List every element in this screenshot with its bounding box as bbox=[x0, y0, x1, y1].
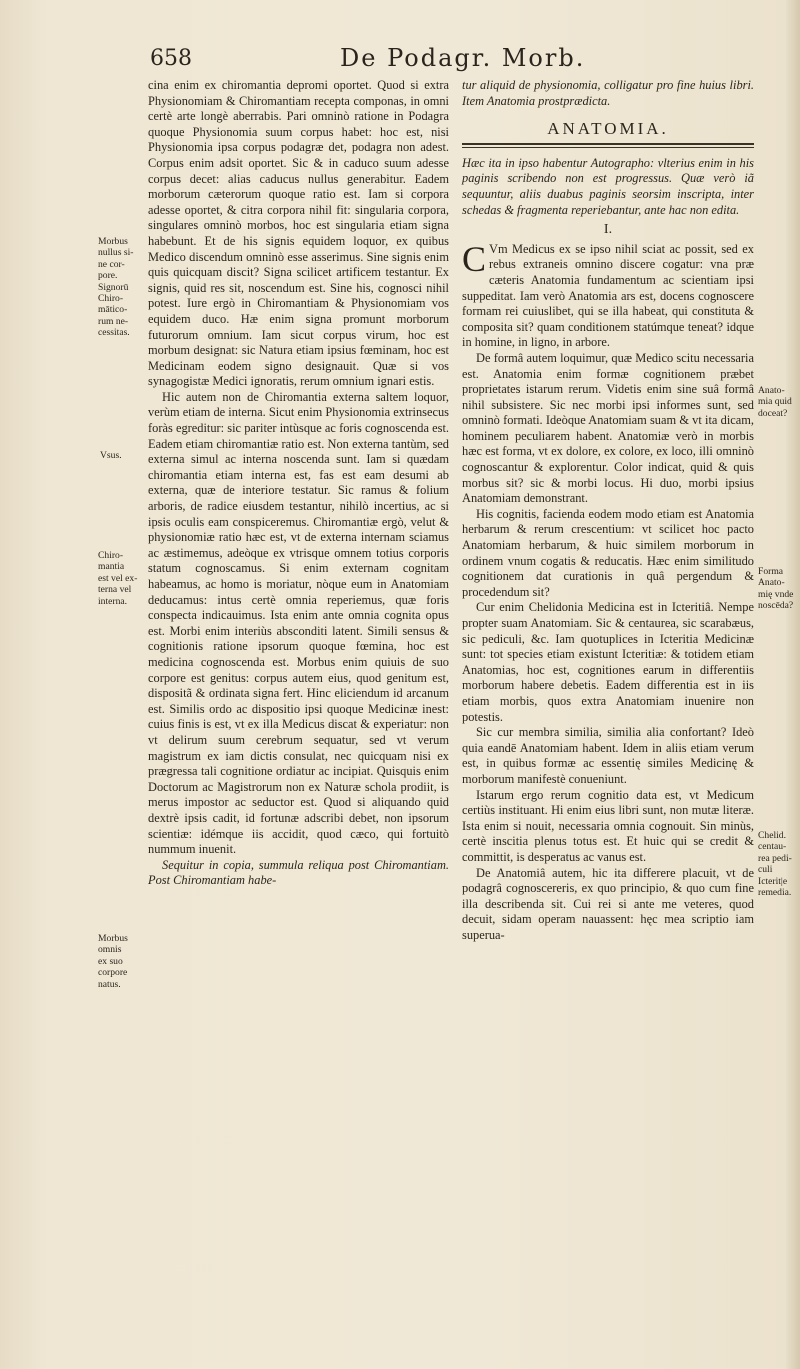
page-header bbox=[150, 40, 765, 74]
margin-note: Morbus omnis ex suo corpore natus. bbox=[98, 933, 128, 990]
paragraph bbox=[462, 238, 754, 351]
paragraph: Cur enim Chelidonia Medicina est in Icteritiâ. Nempe propter suam Anatomiam. Sic & centaurea, sic scarabæus, sic pediculi, &c. Iam quotuplices in Icteritia Medicinæ sunt: tot species etiam existunt Icteritiæ: & totidem etiam Anatomias, hoc est, cognitiones earum in differentiis morborum habere debetis. Eadem differentia est in iis etiam morbis, quos extra Anatomiam inuenire non potestis. bbox=[462, 600, 754, 724]
drop-cap: C bbox=[462, 238, 487, 279]
margin-note: Chiro- mantia est vel ex- terna vel interna. bbox=[98, 550, 138, 607]
paragraph: De formâ autem loquimur, quæ Medico scitu necessaria est. Anatomia enim formæ cognitionem præbet proprietates istarum rerum. Videtis enim sine suâ formâ nihil subsistere. Sic nec morbi ipsi informes sunt, sed omninò formati. Ideòque Anatomiam suam & vt ita dicam, hominem peculiarem habent. Anatomiæ verò in morbis hæc est forma, vt ex dolore, ex colore, ex loco, illi omninò cognoscantur & explorentur. Color indicat, quid & quis morbus sit? sic & morbi locus. Hi duo, morbi ipsius Anatomiam demonstrant. bbox=[462, 350, 754, 506]
left-column bbox=[148, 78, 449, 889]
right-column bbox=[462, 78, 754, 943]
paragraph: Istarum ergo rerum cognitio data est, vt Medicum certiùs instituant. Hi enim eius libri sunt, non mutæ literæ. Ista enim si nouit, necessaria omnia cognouit. Sin minùs, certè inscitia plenus totus est. Et huic qui se credit & committit, is desperatus ac vanus est. bbox=[462, 787, 754, 864]
paragraph: De Anatomiâ autem, hic ita differere placuit, vt de podagrâ cognoscereris, ex quo principio, & quo cum fine illa describenda sit. Cui rei si ante me veteres, quod decuit, sidam operam nauassent: hęc mea scriptio iam superua- bbox=[462, 865, 754, 942]
section-note: Hæc ita in ipso habentur Autographo: vlterius enim in his paginis scribendo non est progressus. Quæ verò iã sequuntur, aliis duabus paginis seorsim inscripta, inter schedas & fragmenta reperiebantur, ante hac non edita. bbox=[462, 155, 754, 217]
section-title: ANATOMIA. bbox=[547, 119, 669, 139]
paragraph-text: Vm Medicus ex se ipso nihil sciat ac possit, sed ex rebus extraneis omnino discere cogatur: vna præ cæteris Anatomia fundamentum ac scientiam ipsi suppeditat. Iam verò Anatomia ars est, docens cognoscere formam rei cuiuslibet, qui se illa habeat, qui constituta & composita sit? quam conditionem statúmque teneat? idque in homine, in ligno, in arbore. bbox=[462, 241, 754, 350]
closing-note: Sequitur in copia, summula reliqua post Chiromantiam. Post Chiromantiam habe- bbox=[148, 857, 449, 888]
intro-note: tur aliquid de physionomia, colligatur pro fine huius libri. Item Anatomia prostprædicta. bbox=[462, 78, 754, 108]
paragraph: His cognitis, facienda eodem modo etiam est Anatomia herbarum & rerum crescentium: vt scilicet hoc pacto Anatomiam herbarum, & huic similem morborum in ordinem vnum cogatis & reducatis. Hæc enim similitudo cognitionem dat curationis in quâ pergendum & procedendum sit? bbox=[462, 506, 754, 599]
section-rule bbox=[462, 143, 754, 148]
margin-note: Anato- mia quid doceat? bbox=[758, 385, 792, 419]
section-number: I. bbox=[603, 222, 613, 238]
margin-note: Vsus. bbox=[100, 450, 122, 461]
paragraph: cina enim ex chiromantia depromi oportet. Quod si extra Physionomiam & Chiromantiam recepta componas, in omni certè arte longè aberrabis. Pari omninò ratione in Podagra quoque Physionomia suum corpus habet: hoc est, nisi Physionomia ipsa corpus podagræ det, podagra non adest. Corpus enim adsit oportet. Sic & in caduco suum adesse corpus decet: alias caducus nullus generabitur. Eadem morborum cæterorum quoque ratio est. Iam si corpora adesse oportet, & citra corpora nihil fit: singularia corpora, singulares omninò morbos, hoc est singularia etiam signa habebunt. Et de his signis equidem loquor, ex quibus Medico discendum omninò esse asserimus. Sine signis enim quis quicquam discit? Signa scilicet artificem testantur. Ex signis, quid res sit, noscendum est. Sine his, cognosci nihil potest. Iure ergò in Chiromantiam & Physionomiam vos equidem duco. Hæ enim signa promunt morborum futurorum omnium. Iam sicut corpus virum, hoc est morbum designat: sic Natura etiam ipsius fœminam, hoc est Medicinam eodem signo designauit. Quæ si vos synagogistæ Medici ignoratis, rerum omnium ignari estis. bbox=[148, 78, 449, 389]
running-head: De Podagr. Morb. bbox=[340, 44, 586, 72]
margin-note: Morbus nullus si- ne cor- pore. Signorū Chiro- mātico- rum ne- cessitas. bbox=[98, 236, 134, 339]
page-number: 658 bbox=[150, 46, 192, 71]
page-edge bbox=[786, 0, 800, 1369]
margin-note: Chelid. centau- rea pedi- culi Icterit|e remedia. bbox=[758, 830, 792, 899]
paragraph: Hic autem non de Chiromantia externa saltem loquor, verùm etiam de interna. Sicut enim Physionomia extrinsecus foràs egreditur: sic pariter intùsque ac foris cognoscenda est. Eadem etiam chiromantiæ ratio est. Non externa tantùm, sed externa simul ac interna noscenda sunt. Iam si quædam chiromantia etiam interna est, fas est eam desumi ab externa, quæ de interiore testatur. Sic ramus & folium arboris, de radice eiusdem testantur, nihilò incertius, ac si ipsis oculis eam conspiceremus. Chiromantiæ ergò, velut & physionomiæ ratio hæc est, vt de externa internam sciamus ac æstimemus, adeòque ex vtrisque omnem totius corporis statum cognoscamus. Si enim externam cognitam habeamus, ac homo is moriatur, nòque eum in Anatomiam deducamus: intus certè omnia reperiemus, quæ foris conspecta indicauimus. Ista enim ante omnia cognita opus est. Morbi enim interiùs absconditi latent. Simili sensus & cognitionis ratione ipsorum quoque fœmina, hoc est medicina cognoscenda est. Morbus enim quiuis de suo corpore est genitus: corpus autem eius, quod genitum est, dispositã & ordinata signa fert. Hinc eliciendum id arcanum est. Similis ordo ac dispositio ipsi quoque Medicinæ inest: cuius finis is est, vt ex illa Medicus discat & experiatur: non vt delirum suum cerebrum sequatur, sed vt verum magistrum ex iam dictis consulat, nec quicquam nisi ex prægressa tali cognitione ordiatur ac incipiat. Quisquis enim Doctorum ac Magistrorum non ex Naturæ schola prodiit, is merus impostor ac seductor est. Quod si aliquando quid dextrè ipsis cadit, id fortunæ adscribi debet, non ipsorum scientiæ: idémque iis accidit, quod cæco, qui fortuitò nummum inuenit. bbox=[148, 389, 449, 857]
margin-note: Forma Anato- mię vnde noscēda? bbox=[758, 566, 794, 612]
paragraph: Sic cur membra similia, similia alia confortant? Ideò quia eandē Anatomiam habent. Idem in aliis etiam verum est, in quibus formæ ac essentię similes Medicinę & morborum manifestè conueniunt. bbox=[462, 725, 754, 786]
